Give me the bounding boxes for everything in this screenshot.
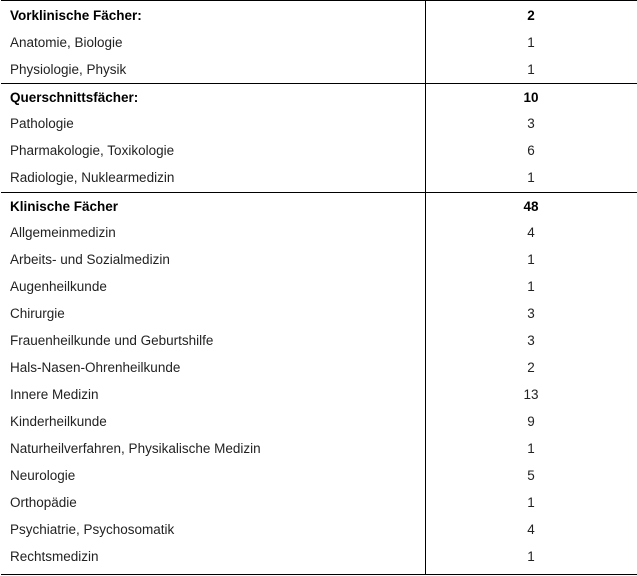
subject-count: 2 <box>527 360 535 375</box>
subject-table <box>1 0 637 575</box>
table-row <box>1 354 637 381</box>
subject-label: Allgemeinmedizin <box>10 225 116 240</box>
table-row <box>1 273 637 300</box>
table-row <box>1 516 637 543</box>
table-row <box>1 381 637 408</box>
group-header-row <box>1 192 637 219</box>
subject-label: Arbeits- und Sozialmedizin <box>10 252 170 267</box>
table-row <box>1 300 637 327</box>
subject-count: 1 <box>527 62 535 77</box>
table-row <box>1 408 637 435</box>
table-row <box>1 29 637 56</box>
subject-count: 6 <box>527 143 535 158</box>
subject-count: 1 <box>527 495 535 510</box>
subject-label: Anatomie, Biologie <box>10 35 123 50</box>
group-title: Klinische Fächer <box>10 199 119 214</box>
group-total: 10 <box>523 90 539 105</box>
table-row <box>1 327 637 354</box>
subject-label: Chirurgie <box>10 306 65 321</box>
subject-label: Pharmakologie, Toxikologie <box>10 143 175 158</box>
subject-count: 3 <box>527 333 535 348</box>
subject-label: Frauenheilkunde und Geburtshilfe <box>10 333 214 348</box>
subject-count: 1 <box>527 549 535 564</box>
subject-count: 9 <box>527 414 535 429</box>
table-row <box>1 219 637 246</box>
subject-count: 4 <box>527 225 535 240</box>
table-row <box>1 543 637 570</box>
table-row <box>1 110 637 137</box>
group-header-row <box>1 83 637 110</box>
subject-count: 3 <box>527 116 535 131</box>
subject-label: Naturheilverfahren, Physikalische Medizin <box>10 441 261 456</box>
subject-count: 4 <box>527 522 535 537</box>
subject-label: Augenheilkunde <box>10 279 107 294</box>
subject-label: Rechtsmedizin <box>10 549 99 564</box>
table-row <box>1 137 637 164</box>
table-row <box>1 246 637 273</box>
subject-label: Orthopädie <box>10 495 77 510</box>
subject-label: Radiologie, Nuklearmedizin <box>10 170 175 185</box>
table-row <box>1 489 637 516</box>
table-row <box>1 435 637 462</box>
group-total: 2 <box>527 8 535 23</box>
group-title: Vorklinische Fächer: <box>10 8 142 23</box>
subject-count: 3 <box>527 306 535 321</box>
subject-count: 1 <box>527 170 535 185</box>
table-row <box>1 164 637 191</box>
group-total: 48 <box>523 199 539 214</box>
group-header-row <box>1 2 637 29</box>
subject-count: 1 <box>527 279 535 294</box>
subject-count: 13 <box>523 387 539 402</box>
subject-label: Psychiatrie, Psychosomatik <box>10 522 175 537</box>
subject-label: Innere Medizin <box>10 387 99 402</box>
table-row <box>1 462 637 489</box>
subject-label: Hals-Nasen-Ohrenheilkunde <box>10 360 181 375</box>
subject-label: Physiologie, Physik <box>10 62 127 77</box>
subject-count: 1 <box>527 35 535 50</box>
group-title: Querschnittsfächer: <box>10 90 139 105</box>
subject-count: 1 <box>527 252 535 267</box>
subject-label: Kinderheilkunde <box>10 414 107 429</box>
subject-label: Pathologie <box>10 116 74 131</box>
subject-label: Neurologie <box>10 468 76 483</box>
subject-count: 5 <box>527 468 535 483</box>
subject-count: 1 <box>527 441 535 456</box>
table-row <box>1 56 637 83</box>
